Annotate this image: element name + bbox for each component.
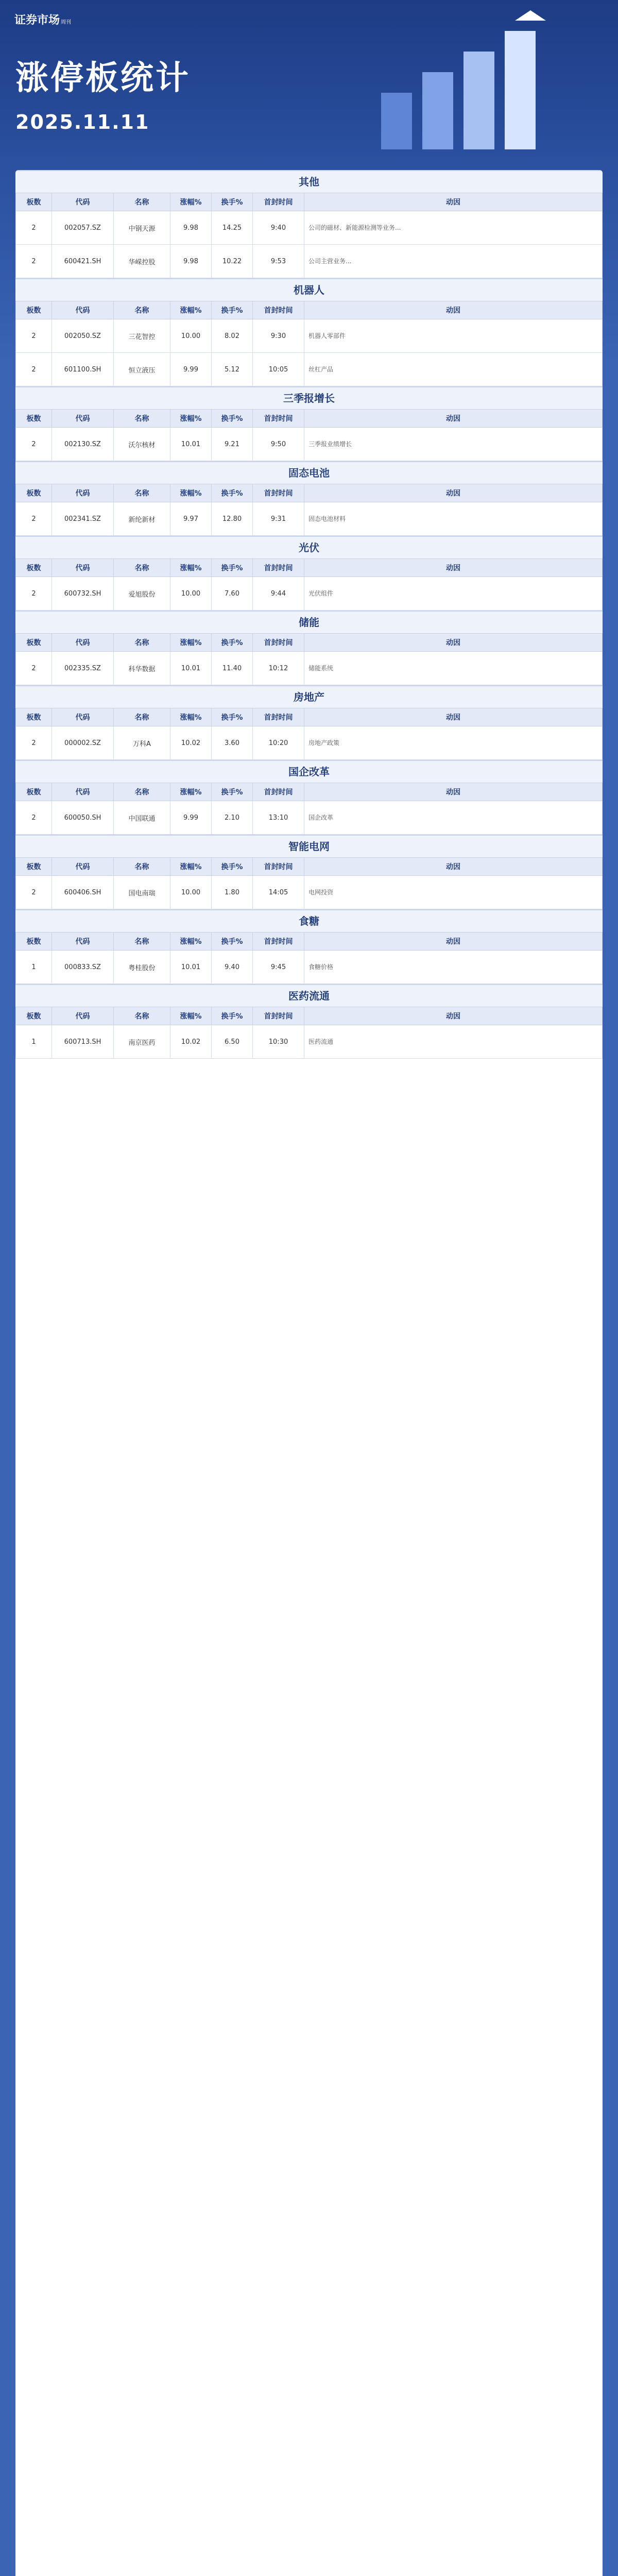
table-header-cell: 换手% [212,634,253,652]
table-row [16,428,603,461]
table-header-cell: 涨幅% [170,301,212,319]
table-cell: 600421.SH [52,245,114,278]
table-row [16,652,603,685]
table-header-cell: 动因 [304,933,603,951]
table-header-cell: 代码 [52,858,114,876]
table-cell: 10.00 [170,319,212,353]
table-header-cell: 换手% [212,559,253,577]
table-header-cell: 代码 [52,484,114,502]
table-row [16,801,603,835]
section [15,386,603,461]
table-header-cell: 涨幅% [170,783,212,801]
table-header-cell: 动因 [304,858,603,876]
table-header-cell: 名称 [114,410,170,428]
table-cell: 9.40 [212,951,253,984]
section-title: 固态电池 [15,461,603,484]
table-cell: 科华数据 [114,652,170,685]
stocks-table [15,633,603,685]
table-header-cell: 动因 [304,783,603,801]
table-header-cell: 名称 [114,783,170,801]
table-header-cell: 首封时间 [253,301,304,319]
table-header-cell: 代码 [52,708,114,726]
table-header-cell: 名称 [114,484,170,502]
table-cell: 002057.SZ [52,211,114,245]
section-title: 其他 [15,170,603,193]
table-cell: 房地产政策 [304,726,603,760]
table-cell: 9.98 [170,211,212,245]
table-cell: 14.25 [212,211,253,245]
table-cell: 2 [16,726,52,760]
table-cell: 储能系统 [304,652,603,685]
section [15,170,603,278]
table-cell: 600713.SH [52,1025,114,1059]
table-cell: 2 [16,428,52,461]
table-cell: 食糖价格 [304,951,603,984]
table-header-cell: 名称 [114,634,170,652]
table-cell: 2 [16,245,52,278]
table-cell: 1 [16,1025,52,1059]
table-cell: 华嵘控股 [114,245,170,278]
table-row [16,876,603,909]
table-cell: 10.01 [170,428,212,461]
stocks-table [15,301,603,386]
table-header-cell: 换手% [212,484,253,502]
table-row [16,245,603,278]
table-cell: 10.01 [170,951,212,984]
table-header-cell: 首封时间 [253,559,304,577]
table-cell: 公司的磁材、新能源检测等业务... [304,211,603,245]
table-row [16,502,603,536]
table-row [16,1025,603,1059]
table-header-cell: 动因 [304,634,603,652]
table-header-cell: 动因 [304,410,603,428]
section [15,278,603,386]
stocks-table [15,932,603,984]
table-cell: 医药流通 [304,1025,603,1059]
table-cell: 爱旭股份 [114,577,170,611]
table-header-cell: 动因 [304,193,603,211]
table-header-cell: 涨幅% [170,708,212,726]
sections-card [15,170,603,2576]
table-header-cell: 代码 [52,301,114,319]
table-cell: 9.99 [170,353,212,386]
section [15,685,603,760]
table-header-cell: 换手% [212,301,253,319]
table-cell: 600732.SH [52,577,114,611]
table-cell: 10.00 [170,577,212,611]
table-cell: 002050.SZ [52,319,114,353]
table-cell: 国企改革 [304,801,603,835]
table-header-cell: 代码 [52,783,114,801]
table-cell: 9:30 [253,319,304,353]
table-cell: 三季报业绩增长 [304,428,603,461]
table-cell: 固态电池材料 [304,502,603,536]
table-cell: 三花智控 [114,319,170,353]
table-header-cell: 首封时间 [253,634,304,652]
table-cell: 002130.SZ [52,428,114,461]
table-header-cell: 名称 [114,858,170,876]
table-header-cell: 首封时间 [253,193,304,211]
section-title: 国企改革 [15,760,603,783]
table-cell: 9.98 [170,245,212,278]
table-header-cell: 名称 [114,559,170,577]
table-header-cell: 代码 [52,559,114,577]
date: 2025.11.11 [15,111,150,133]
table-header-cell: 板数 [16,484,52,502]
table-cell: 粤桂股份 [114,951,170,984]
table-cell: 机器人零部件 [304,319,603,353]
stocks-table [15,193,603,278]
stocks-table [15,1007,603,1059]
section-title: 储能 [15,611,603,633]
table-cell: 11.40 [212,652,253,685]
brand: 证券市场 周刊 [14,14,72,27]
table-header-cell: 换手% [212,410,253,428]
table-row [16,353,603,386]
table-header-cell: 名称 [114,1007,170,1025]
table-cell: 002335.SZ [52,652,114,685]
table-cell: 电网投资 [304,876,603,909]
table-cell: 10:30 [253,1025,304,1059]
table-cell: 9:40 [253,211,304,245]
section-title: 食糖 [15,909,603,932]
table-cell: 10:12 [253,652,304,685]
table-cell: 10.02 [170,726,212,760]
table-cell: 5.12 [212,353,253,386]
table-header-cell: 换手% [212,1007,253,1025]
table-cell: 新纶新材 [114,502,170,536]
table-header-cell: 板数 [16,933,52,951]
section-title: 光伏 [15,536,603,558]
table-cell: 3.60 [212,726,253,760]
section [15,760,603,835]
table-cell: 10.01 [170,652,212,685]
table-row [16,726,603,760]
table-header-cell: 首封时间 [253,410,304,428]
section-title: 机器人 [15,278,603,301]
table-cell: 10:05 [253,353,304,386]
table-header-cell: 换手% [212,708,253,726]
table-header-cell: 名称 [114,301,170,319]
table-header-cell: 换手% [212,933,253,951]
table-header-cell: 板数 [16,1007,52,1025]
table-header-cell: 涨幅% [170,559,212,577]
table-header-cell: 板数 [16,559,52,577]
table-header-cell: 板数 [16,193,52,211]
table-cell: 1 [16,951,52,984]
table-header-cell: 动因 [304,301,603,319]
table-cell: 2 [16,801,52,835]
table-header-cell: 代码 [52,933,114,951]
table-cell: 恒立液压 [114,353,170,386]
table-header-cell: 涨幅% [170,858,212,876]
section-title: 医药流通 [15,984,603,1007]
table-header-cell: 首封时间 [253,933,304,951]
table-header-cell: 涨幅% [170,484,212,502]
section [15,461,603,536]
table-cell: 2.10 [212,801,253,835]
table-cell: 8.02 [212,319,253,353]
table-cell: 000002.SZ [52,726,114,760]
table-cell: 9.21 [212,428,253,461]
table-cell: 10:20 [253,726,304,760]
table-cell: 中钢天源 [114,211,170,245]
table-cell: 13:10 [253,801,304,835]
table-header-cell: 板数 [16,708,52,726]
table-cell: 南京医药 [114,1025,170,1059]
stocks-table [15,708,603,760]
table-cell: 000833.SZ [52,951,114,984]
stocks-table [15,484,603,536]
table-cell: 2 [16,652,52,685]
table-header-cell: 涨幅% [170,634,212,652]
table-header-cell: 首封时间 [253,783,304,801]
table-header-cell: 名称 [114,193,170,211]
table-row [16,577,603,611]
table-cell: 2 [16,502,52,536]
table-header-cell: 动因 [304,484,603,502]
table-cell: 2 [16,577,52,611]
table-cell: 9.99 [170,801,212,835]
table-header-cell: 板数 [16,301,52,319]
hero-illustration-icon [360,10,577,160]
table-cell: 丝杠产品 [304,353,603,386]
table-row [16,211,603,245]
table-cell: 9.97 [170,502,212,536]
table-cell: 12.80 [212,502,253,536]
table-header-cell: 名称 [114,708,170,726]
table-cell: 601100.SH [52,353,114,386]
table-header-cell: 动因 [304,708,603,726]
table-cell: 6.50 [212,1025,253,1059]
table-header-cell: 代码 [52,634,114,652]
table-cell: 002341.SZ [52,502,114,536]
table-row [16,319,603,353]
table-header-cell: 首封时间 [253,708,304,726]
table-cell: 2 [16,211,52,245]
stocks-table [15,783,603,835]
stocks-table [15,409,603,461]
table-header-cell: 涨幅% [170,410,212,428]
table-header-cell: 换手% [212,193,253,211]
table-cell: 7.60 [212,577,253,611]
section-title: 房地产 [15,685,603,708]
table-cell: 9:45 [253,951,304,984]
page-title: 涨停板统计 [15,59,191,97]
section [15,984,603,1059]
table-cell: 14:05 [253,876,304,909]
section-title: 智能电网 [15,835,603,857]
table-header-cell: 首封时间 [253,484,304,502]
table-header-cell: 代码 [52,193,114,211]
table-cell: 10.00 [170,876,212,909]
table-cell: 10.02 [170,1025,212,1059]
table-header-cell: 换手% [212,783,253,801]
header [0,0,618,170]
table-cell: 10.22 [212,245,253,278]
table-cell: 9:53 [253,245,304,278]
table-header-cell: 涨幅% [170,1007,212,1025]
table-header-cell: 板数 [16,634,52,652]
stocks-table [15,558,603,611]
table-header-cell: 首封时间 [253,1007,304,1025]
table-cell: 中国联通 [114,801,170,835]
table-header-cell: 涨幅% [170,193,212,211]
section-title: 三季报增长 [15,386,603,409]
table-cell: 9:50 [253,428,304,461]
table-cell: 600050.SH [52,801,114,835]
table-cell: 600406.SH [52,876,114,909]
table-cell: 1.80 [212,876,253,909]
stocks-table [15,857,603,909]
table-cell: 9:44 [253,577,304,611]
table-cell: 沃尔核材 [114,428,170,461]
table-header-cell: 名称 [114,933,170,951]
table-cell: 2 [16,876,52,909]
table-header-cell: 换手% [212,858,253,876]
table-header-cell: 动因 [304,1007,603,1025]
section [15,909,603,984]
table-cell: 万科A [114,726,170,760]
table-cell: 公司主营业务... [304,245,603,278]
section [15,536,603,611]
table-row [16,951,603,984]
section [15,835,603,909]
table-header-cell: 代码 [52,1007,114,1025]
table-header-cell: 板数 [16,410,52,428]
table-header-cell: 板数 [16,858,52,876]
section [15,611,603,685]
table-header-cell: 代码 [52,410,114,428]
table-header-cell: 首封时间 [253,858,304,876]
table-header-cell: 动因 [304,559,603,577]
table-cell: 国电南瑞 [114,876,170,909]
table-cell: 2 [16,319,52,353]
table-cell: 9:31 [253,502,304,536]
table-header-cell: 板数 [16,783,52,801]
table-cell: 2 [16,353,52,386]
table-header-cell: 涨幅% [170,933,212,951]
table-cell: 光伏组件 [304,577,603,611]
